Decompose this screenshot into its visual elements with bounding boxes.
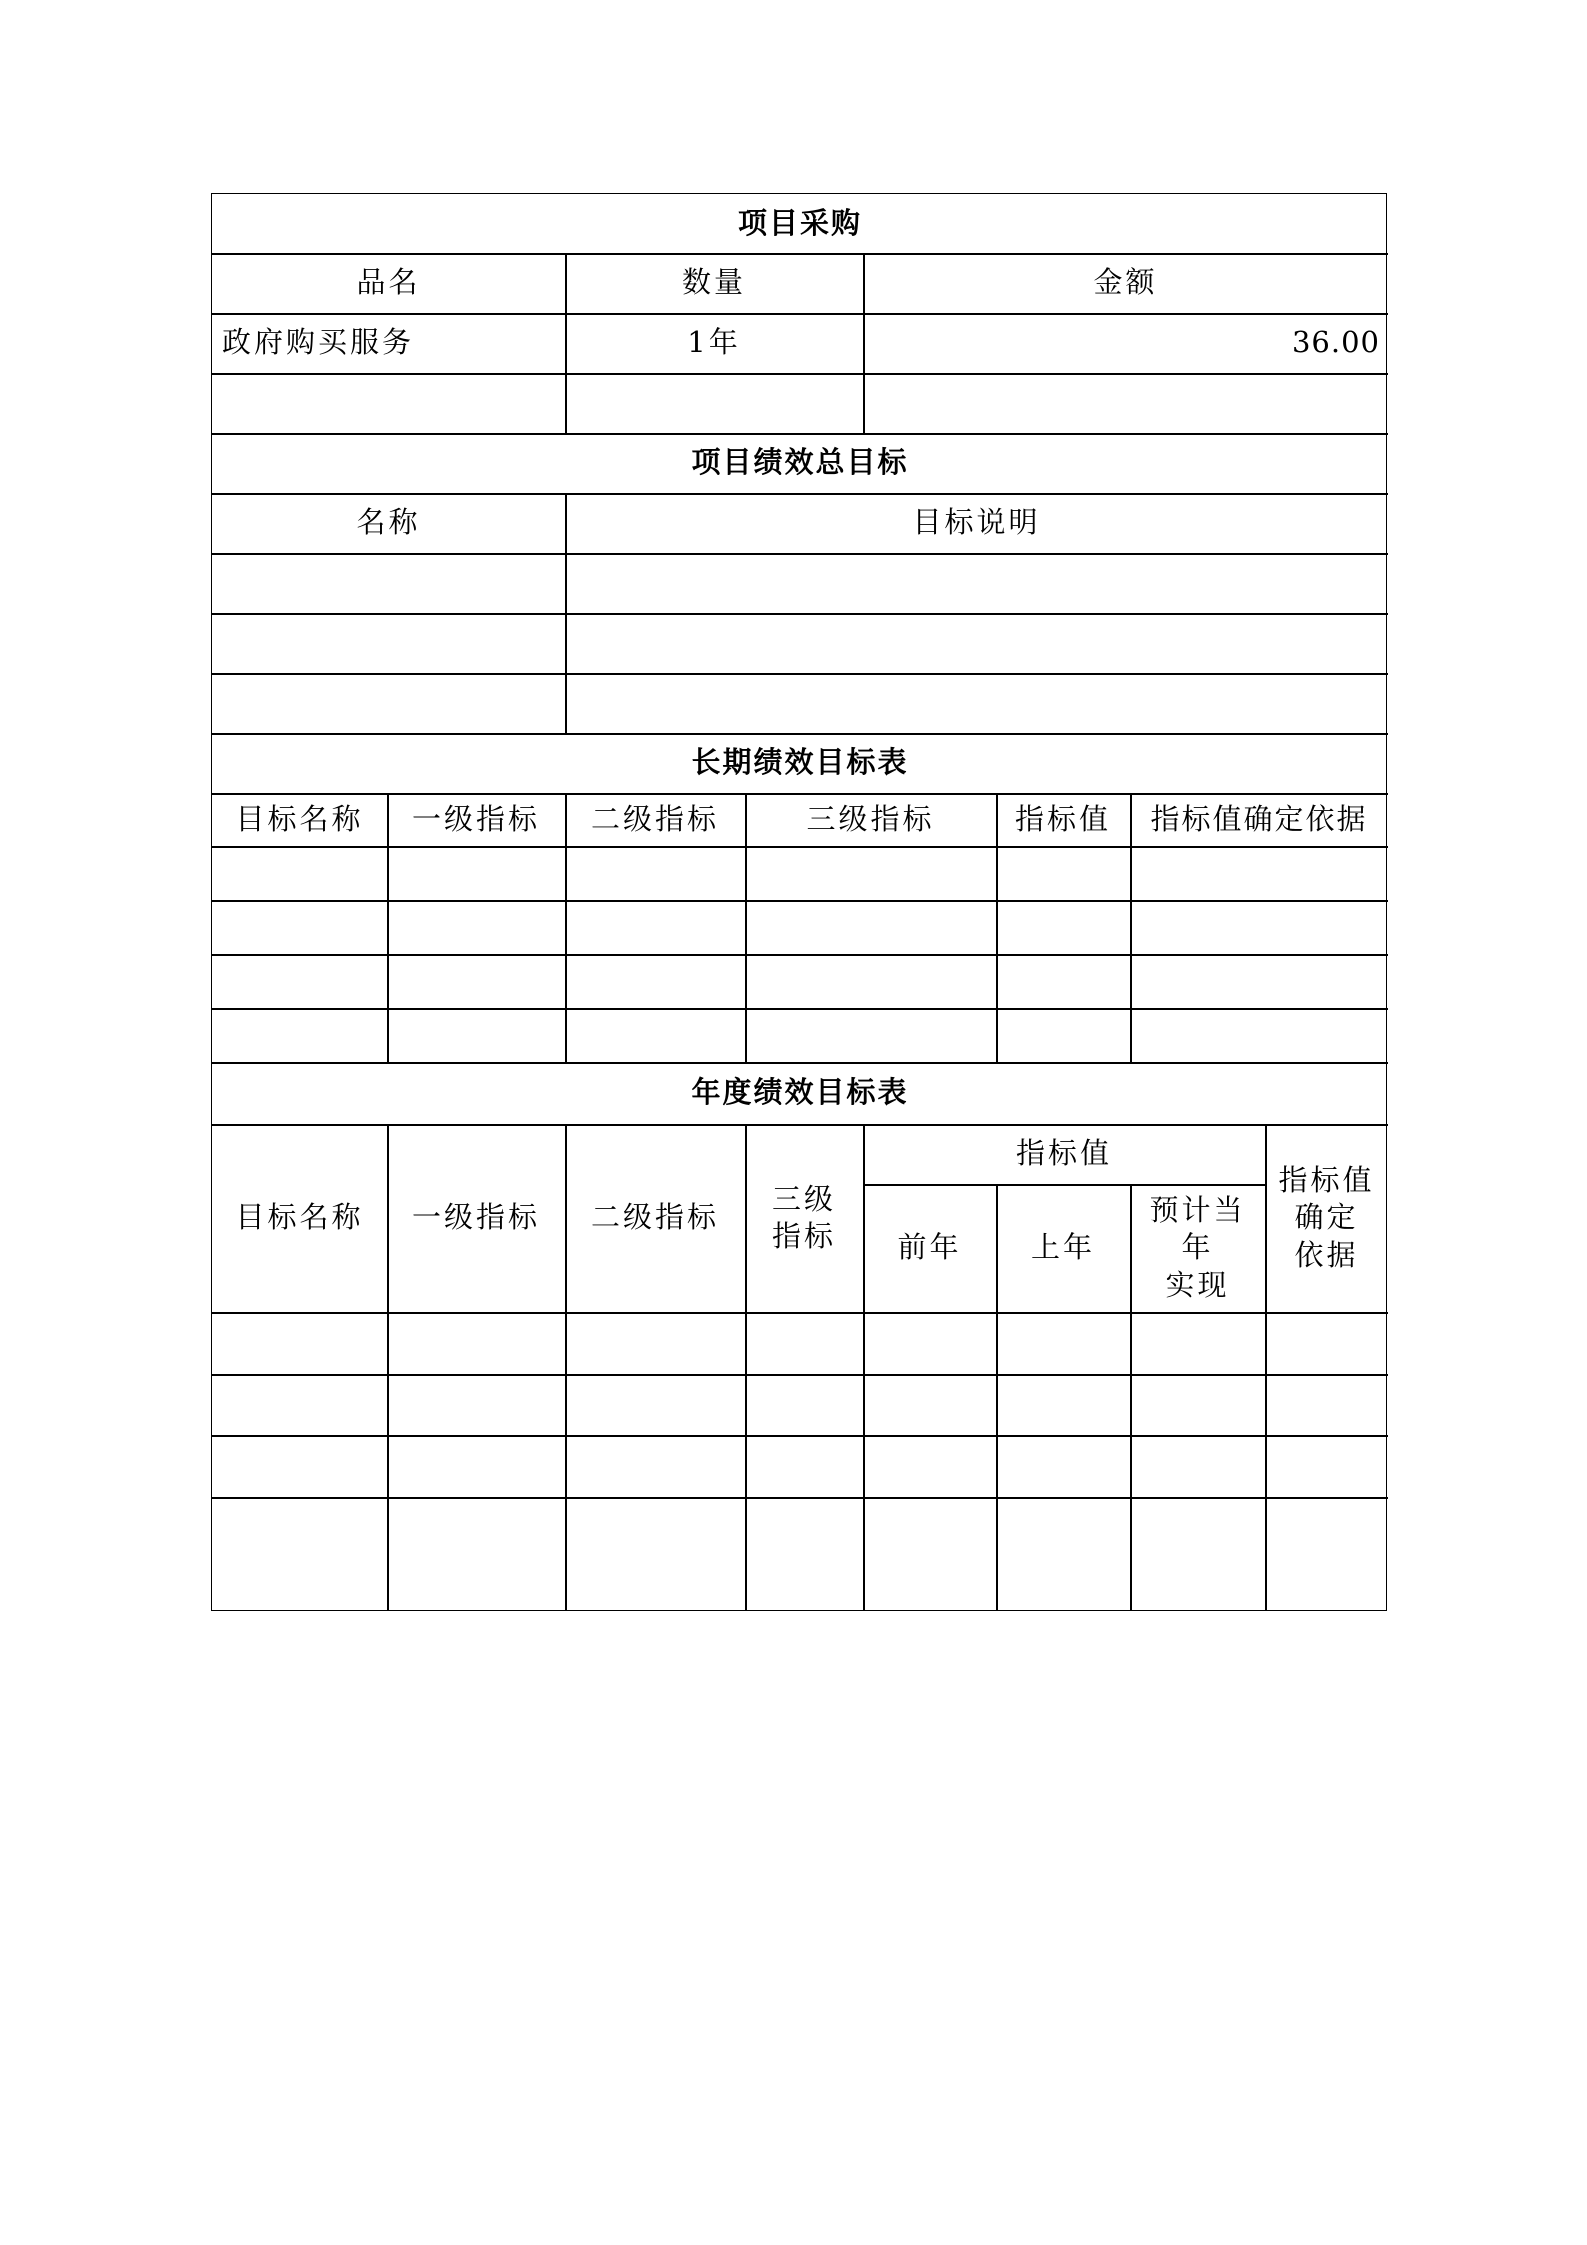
overall-goal-title: 项目绩效总目标 — [691, 445, 909, 480]
procurement-header-name: 品名 — [356, 265, 421, 300]
procurement-item-name: 政府购买服务 — [222, 325, 415, 360]
procurement-empty-cell — [212, 373, 565, 433]
long-term-header-level3: 三级指标 — [806, 801, 935, 836]
row-divider — [212, 613, 1388, 615]
procurement-empty-cell — [863, 373, 1388, 433]
procurement-item-amount: 36.00 — [1291, 325, 1380, 360]
long-term-header-target-name: 目标名称 — [235, 801, 364, 836]
long-term-header-level2: 二级指标 — [590, 801, 719, 836]
long-term-header-indicator-value: 指标值 — [1014, 801, 1111, 836]
annual-header-level3: 三级 指标 — [771, 1181, 836, 1253]
annual-header-expected: 预计当 年 实现 — [1149, 1193, 1246, 1302]
row-divider — [212, 673, 1388, 675]
annual-header-level2: 二级指标 — [590, 1200, 719, 1235]
annual-header-level1: 一级指标 — [411, 1200, 540, 1235]
annual-header-target-name: 目标名称 — [235, 1200, 364, 1235]
procurement-title: 项目采购 — [737, 205, 862, 240]
long-term-header-basis: 指标值确定依据 — [1150, 801, 1368, 836]
annual-title: 年度绩效目标表 — [691, 1075, 909, 1110]
overall-goal-header-name: 名称 — [356, 505, 421, 540]
long-term-header-level1: 一级指标 — [411, 801, 540, 836]
row-divider — [212, 553, 1388, 555]
procurement-empty-cell — [565, 373, 863, 433]
procurement-item-quantity: 1年 — [687, 325, 741, 360]
procurement-header-amount: 金额 — [1093, 265, 1158, 300]
performance-form-table — [211, 193, 1387, 1611]
annual-header-indicator-value: 指标值 — [1015, 1136, 1112, 1171]
overall-goal-header-description: 目标说明 — [912, 505, 1041, 540]
procurement-header-quantity: 数量 — [681, 265, 746, 300]
long-term-title: 长期绩效目标表 — [691, 745, 909, 780]
annual-header-basis: 指标值 确定 依据 — [1278, 1163, 1375, 1272]
annual-header-prev-year: 前年 — [897, 1230, 962, 1265]
annual-header-last-year: 上年 — [1030, 1230, 1095, 1265]
